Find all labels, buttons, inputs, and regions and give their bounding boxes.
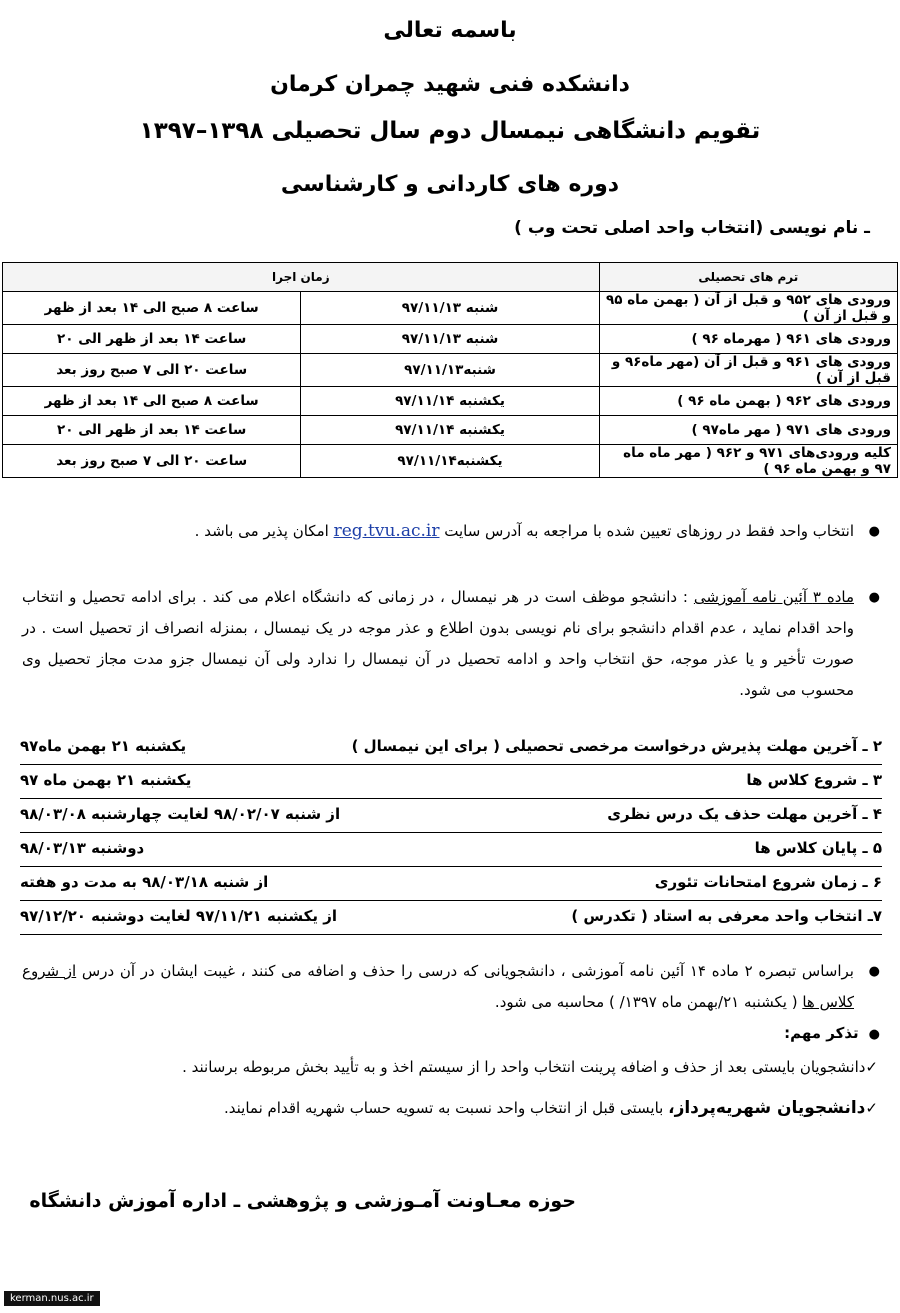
checkmark-icon: ✓ <box>865 1058 878 1076</box>
reminder-title: ●تذکر مهم: <box>784 1024 880 1042</box>
table-row <box>3 354 898 387</box>
bullet-icon: ● <box>868 524 880 539</box>
cell-hours: ساعت ۱۴ بعد از ظهر الی ۲۰ <box>3 325 301 354</box>
schedule-row <box>20 802 882 833</box>
schedule-label: ۴ ـ آخرین مهلت حذف یک درس نظری <box>607 805 882 823</box>
cell-term: ورودی های ۹۶۲ ( بهمن ماه ۹۶ ) <box>599 387 897 416</box>
college-name: دانشکده فنی شهید چمران کرمان <box>270 72 630 97</box>
checkmark-item: ✓دانشجویان بایستی بعد از حذف و اضافه پرینت انتخاب واحد را از سیستم اخذ و به تأیید بخش مربوطه برسانند . <box>182 1058 878 1076</box>
table-row <box>3 292 898 325</box>
program-title: دوره های کاردانی و کارشناسی <box>280 172 620 197</box>
table-row <box>3 416 898 445</box>
cell-hours: ساعت ۱۴ بعد از ظهر الی ۲۰ <box>3 416 301 445</box>
cell-hours: ساعت ۲۰ الی ۷ صبح روز بعد <box>3 445 301 478</box>
cell-hours: ساعت ۸ صبح الی ۱۴ بعد از ظهر <box>3 292 301 325</box>
cell-day: شنبه۹۷/۱۱/۱۳ <box>301 354 599 387</box>
schedule-label: ۲ ـ آخرین مهلت پذیرش درخواست مرخصی تحصیلی ( برای این نیمسال ) <box>351 737 882 755</box>
schedule-label: ۶ ـ زمان شروع امتحانات تئوری <box>654 873 882 891</box>
checkmark-icon: ✓ <box>865 1099 878 1117</box>
col-term-header: ترم های تحصیلی <box>599 263 897 292</box>
schedule-row <box>20 904 882 935</box>
bullet-icon: ● <box>868 590 880 605</box>
schedule-label: ۵ ـ پایان کلاس ها <box>754 839 882 857</box>
schedule-row <box>20 870 882 901</box>
bullet-article-3: ● ماده ۳ آئین نامه آموزشی : دانشجو موظف است در هر نیمسال ، در زمانی که دانشگاه اعلام می کند . برای ادامه تحصیل و انتخاب واحد اقدام نماید ، عدم اقدام دانشجو برای نام نویسی بدون اطلاع و عذر موجه در یک نیمسال ، بمنزله انصراف از تحصیل است . در صورت تأخیر و یا عذر موجه، حق انتخاب واحد و ادامه تحصیل در آن نیمسال را ندارد ولی آن نیمسال جزو مدت مجاز تحصیل وی محسوب می شود. <box>22 582 880 706</box>
table-row <box>3 325 898 354</box>
office-signature: حوزه معـاونت آمـوزشی و پژوهشی ـ اداره آموزش دانشگاه <box>29 1190 576 1212</box>
bismillah-heading: باسمه تعالی <box>383 18 517 43</box>
table-header-row <box>3 263 898 292</box>
table-row <box>3 387 898 416</box>
cell-day: یکشنبه۹۷/۱۱/۱۴ <box>301 445 599 478</box>
bullet-icon: ● <box>868 964 880 979</box>
col-time-header: زمان اجرا <box>3 263 600 292</box>
schedule-value: از شنبه ۹۸/۰۲/۰۷ لغایت چهارشنبه ۹۸/۰۳/۰۸ <box>20 805 341 823</box>
schedule-value: از یکشنبه ۹۷/۱۱/۲۱ لغایت دوشنبه ۹۷/۱۲/۲۰ <box>20 907 337 925</box>
cell-term: کلیه ورودی‌های ۹۷۱ و ۹۶۲ ( مهر ماه ماه ۹۷ و بهمن ماه ۹۶ ) <box>599 445 897 478</box>
cell-day: یکشنبه ۹۷/۱۱/۱۴ <box>301 416 599 445</box>
cell-term: ورودی های ۹۷۱ ( مهر ماه۹۷ ) <box>599 416 897 445</box>
schedule-label: ۳ ـ شروع کلاس ها <box>746 771 882 789</box>
cell-term: ورودی های ۹۶۱ و قبل از آن (مهر ماه۹۶ و قبل از آن ) <box>599 354 897 387</box>
table-row <box>3 445 898 478</box>
cell-term: ورودی های ۹۶۱ ( مهرماه ۹۶ ) <box>599 325 897 354</box>
registration-table <box>2 262 898 478</box>
bullet-note-14: ● براساس تبصره ۲ ماده ۱۴ آئین نامه آموزشی ، دانشجویانی که درسی را حذف و اضافه می کنند ، غیبت ایشان در آن درس از شروع کلاس ها ( یکشنبه ۲۱/بهمن ماه ۱۳۹۷/ ) محاسبه می شود. <box>22 956 880 1018</box>
schedule-value: یکشنبه ۲۱ بهمن ماه۹۷ <box>20 737 187 755</box>
cell-day: یکشنبه ۹۷/۱۱/۱۴ <box>301 387 599 416</box>
registration-site-link[interactable]: reg.tvu.ac.ir <box>333 521 440 541</box>
cell-hours: ساعت ۲۰ الی ۷ صبح روز بعد <box>3 354 301 387</box>
cell-day: شنبه ۹۷/۱۱/۱۳ <box>301 325 599 354</box>
cell-hours: ساعت ۸ صبح الی ۱۴ بعد از ظهر <box>3 387 301 416</box>
bullet-registration-site: ● انتخاب واحد فقط در روزهای تعیین شده با مراجعه به آدرس سایت reg.tvu.ac.ir امکان پذیر می باشد . <box>22 516 880 547</box>
calendar-title: تقویم دانشگاهی نیمسال دوم سال تحصیلی ۱۳۹۸–۱۳۹۷ <box>139 118 761 144</box>
schedule-value: یکشنبه ۲۱ بهمن ماه ۹۷ <box>20 771 192 789</box>
schedule-value: دوشنبه ۹۸/۰۳/۱۳ <box>20 839 145 857</box>
schedule-row <box>20 734 882 765</box>
registration-subtitle: ـ نام نویسی (انتخاب واحد اصلی تحت وب ) <box>514 218 870 238</box>
site-watermark: kerman.nus.ac.ir <box>4 1291 100 1306</box>
schedule-row <box>20 768 882 799</box>
schedule-label: ۷ـ انتخاب واحد معرفی به استاد ( تکدرس ) <box>571 907 882 925</box>
cell-term: ورودی های ۹۵۲ و قبل از آن ( بهمن ماه ۹۵ و قبل از آن ) <box>599 292 897 325</box>
cell-day: شنبه ۹۷/۱۱/۱۳ <box>301 292 599 325</box>
checkmark-item: ✓دانشجویان شهریه‌پرداز، بایستی قبل از انتخاب واحد نسبت به تسویه حساب شهریه اقدام نمایند. <box>223 1098 878 1118</box>
schedule-value: از شنبه ۹۸/۰۳/۱۸ به مدت دو هفته <box>20 873 269 891</box>
schedule-row <box>20 836 882 867</box>
bullet-icon: ● <box>868 1027 880 1042</box>
